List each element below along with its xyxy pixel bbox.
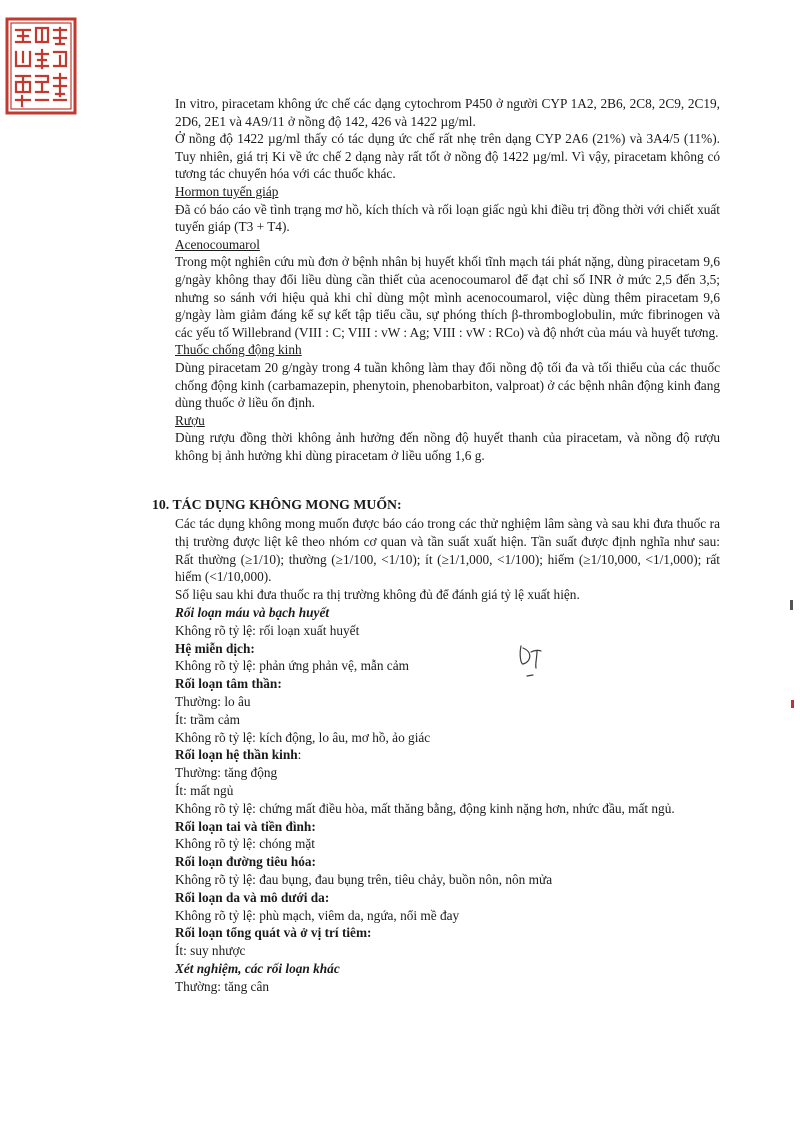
scan-edge-mark-2	[791, 700, 794, 708]
nervous-line-2: Ít: mất ngủ	[175, 782, 234, 798]
alcohol-paragraph: Dùng rượu đồng thời không ảnh hưởng đến nồng độ huyết thanh của piracetam, và nồng độ rượu không bị ảnh hưởng khi dùng piracetam ở liều uống 1,6 g.	[175, 430, 720, 463]
alcohol-heading: Rượu	[175, 412, 205, 428]
thyroid-heading: Hormon tuyến giáp	[175, 183, 279, 199]
skin-line-1: Không rõ tỷ lệ: phù mạch, viêm da, ngứa, nổi mề đay	[175, 907, 460, 923]
psychiatric-line-3: Không rõ tỷ lệ: kích động, lo âu, mơ hồ, ảo giác	[175, 729, 431, 745]
acenocoumarol-paragraph: Trong một nghiên cứu mù đơn ở bệnh nhân bị huyết khối tĩnh mạch tái phát nặng, dùng piracetam 9,6 g/ngày không thay đổi liều dùng cần thiết của acenocoumarol để đạt chỉ số INR ở mức 2,5 đến 3,5; nhưng so sánh với hiệu quả khi chỉ dùng một mình acenocoumarol, việc dùng thêm piracetam 9,6 g/ngày làm giảm đáng kể sự kết tập tiểu cầu, sự phóng thích β-thromboglobulin, mức fibrinogen và các yếu tố Willebrand (VIII : C; VIII : vW : Ag; VIII : vW : RCo) và độ nhớt của máu và huyết tương.	[175, 254, 720, 340]
adverse-intro-paragraph: Các tác dụng không mong muốn được báo cáo trong các thử nghiệm lâm sàng và sau khi đưa thuốc ra thị trường được liệt kê theo nhóm cơ quan và tần suất xuất hiện. Tần suất được định nghĩa như sau: Rất thường (≥1/10); thường (≥1/100, <1/10); ít (≥1/1,000, <1/100); hiếm (≥1/10,000, <1/1,000); rất hiếm (<1/10,000).	[175, 516, 720, 585]
adverse-effects-section	[175, 515, 720, 996]
red-seal-stamp	[4, 16, 78, 116]
general-line-1: Ít: suy nhược	[175, 943, 246, 959]
handwritten-initial	[515, 640, 547, 680]
psychiatric-line-2: Ít: trầm cảm	[175, 711, 240, 727]
cyp-inhibition-paragraph: Ở nồng độ 1422 µg/ml thấy có tác dụng ức chế rất nhẹ trên dạng CYP 2A6 (21%) và 3A4/5 (11%). Tuy nhiên, giá trị Ki về ức chế 2 dạng này rất tốt ở nồng độ 1422 µg/ml. Vì vậy, piracetam không có tương tác chuyển hóa với các thuốc khác.	[175, 131, 720, 182]
nervous-line-1: Thường: tăng động	[175, 765, 278, 781]
interactions-section	[175, 95, 720, 464]
psychiatric-heading: Rối loạn tâm thần:	[175, 676, 282, 692]
gi-heading: Rối loạn đường tiêu hóa:	[175, 854, 316, 870]
ear-heading: Rối loạn tai và tiền đình:	[175, 818, 316, 834]
acenocoumarol-heading: Acenocoumarol	[175, 236, 260, 252]
section-10-heading: 10. TÁC DỤNG KHÔNG MONG MUỐN:	[152, 497, 402, 512]
ear-line-1: Không rõ tỷ lệ: chóng mặt	[175, 836, 315, 852]
tests-heading: Xét nghiệm, các rối loạn khác	[175, 960, 340, 976]
psychiatric-line-1: Thường: lo âu	[175, 693, 251, 709]
anticonvulsant-paragraph: Dùng piracetam 20 g/ngày trong 4 tuần không làm thay đổi nồng độ tối đa và tối thiểu của các thuốc chống động kinh (carbamazepin, phenytoin, phenobarbiton, valproat) ở các bệnh nhân động kinh đang dùng thuốc ở liều ổn định.	[175, 359, 720, 411]
nervous-heading-colon: :	[297, 747, 302, 763]
immune-line-1: Không rõ tỷ lệ: phản ứng phản vệ, mẫn cảm	[175, 658, 409, 674]
nervous-heading: Rối loạn hệ thần kinh	[175, 747, 298, 763]
nervous-heading-row	[175, 746, 720, 764]
gi-line-1: Không rõ tỷ lệ: đau bụng, đau bụng trên, tiêu chảy, buồn nôn, nôn mửa	[175, 871, 553, 887]
adverse-note-paragraph: Số liệu sau khi đưa thuốc ra thị trường không đủ để đánh giá tỷ lệ xuất hiện.	[175, 587, 580, 603]
blood-line-1: Không rõ tỷ lệ: rối loạn xuất huyết	[175, 622, 360, 638]
thyroid-paragraph: Đã có báo cáo về tình trạng mơ hồ, kích thích và rối loạn giấc ngủ khi điều trị đồng thời với chiết xuất tuyến giáp (T3 + T4).	[175, 201, 720, 235]
anticonvulsant-heading: Thuốc chống động kinh	[175, 342, 302, 358]
tests-line-1: Thường: tăng cân	[175, 978, 269, 994]
immune-heading: Hệ miễn dịch:	[175, 640, 255, 656]
general-heading: Rối loạn tổng quát và ở vị trí tiêm:	[175, 925, 372, 941]
scan-edge-mark-1	[790, 600, 793, 610]
skin-heading: Rối loạn da và mô dưới da:	[175, 889, 330, 905]
nervous-line-3: Không rõ tỷ lệ: chứng mất điều hòa, mất thăng bằng, động kinh nặng hơn, nhức đầu, mất ngủ.	[175, 800, 675, 816]
blood-disorders-heading: Rối loạn máu và bạch huyết	[175, 604, 330, 620]
cytochrome-paragraph: In vitro, piracetam không ức chế các dạng cytochrom P450 ở người CYP 1A2, 2B6, 2C8, 2C9, 2C19, 2D6, 2E1 và 4A9/11 ở nồng độ 142, 426 và 1422 µg/ml.	[175, 96, 720, 129]
